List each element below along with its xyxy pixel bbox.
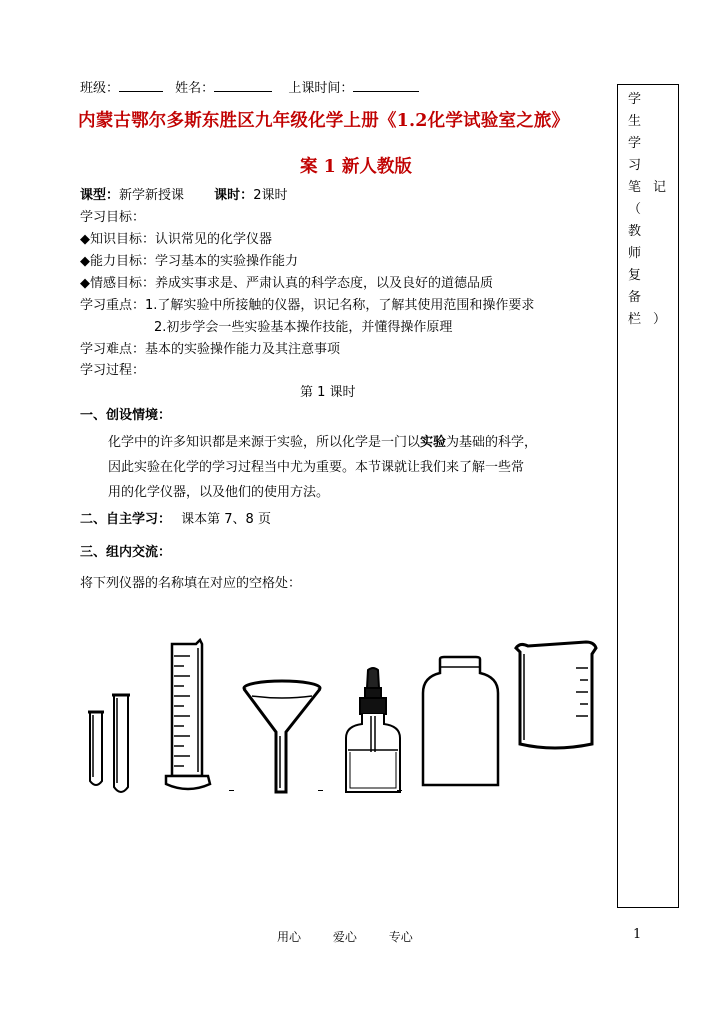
section1-line1: [108, 435, 537, 451]
key-point-item-1: 1.了解实验中所接触的仪器，识记名称，了解其使用范围和操作要求: [145, 298, 535, 313]
wide-mouth-bottle-icon: [420, 655, 502, 791]
title-line-1: 内蒙古鄂尔多斯东胜区九年级化学上册《1.2化学试验室之旅》: [78, 111, 570, 131]
side-notes-box: [617, 84, 679, 908]
hours-value: 2课时: [253, 188, 288, 203]
section3-heading: 三、组内交流：: [80, 545, 172, 560]
side-notes-label: 学 生 学 习 笔记 （ 教 师 复 备栏）: [628, 92, 679, 327]
section1-heading: 一、创设情境：: [80, 408, 172, 423]
footer-slogans: [277, 929, 413, 945]
answer-tick-1: [229, 790, 234, 791]
section1-line1-c: 为基础的科学，: [446, 435, 538, 450]
header-fields: [80, 79, 419, 97]
key-points-1: [80, 298, 534, 314]
hours-label: 课时：: [214, 188, 254, 203]
key-point-item-2: 2.初步学会一些实验基本操作技能，并懂得操作原理: [154, 320, 453, 335]
difficulty-text: 基本的实验操作能力及其注意事项: [145, 342, 341, 357]
difficulty-label: 学习难点：: [80, 342, 146, 357]
section2: [80, 512, 271, 528]
goal-knowledge: ◆知识目标：认识常见的化学仪器: [80, 232, 272, 247]
section3-instruction: 将下列仪器的名称填在对应的空格处：: [80, 576, 302, 591]
goal-emotion: ◆情感目标：养成实事求是、严肃认真的科学态度，以及良好的道德品质: [80, 276, 493, 291]
graduated-cylinder-icon: [164, 638, 214, 798]
section1-line1-a: 化学中的许多知识都是来源于实验，所以化学是一门以: [108, 435, 421, 450]
class-blank[interactable]: [119, 79, 163, 92]
section2-heading: 二、自主学习：: [80, 512, 172, 527]
section2-text: 课本第 7、8 页: [181, 512, 271, 527]
section1-emphasis: 实验: [420, 435, 447, 450]
section1-line2: 因此实验在化学的学习过程当中尤为重要。本节课就让我们来了解一些常: [108, 460, 525, 475]
time-label: 上课时间：: [288, 81, 354, 96]
name-label: 姓名：: [175, 81, 215, 96]
lesson-meta: [80, 188, 287, 204]
lesson-label: 第 1 课时: [300, 385, 356, 400]
footer-slogan-3: 专心: [388, 930, 413, 944]
time-blank[interactable]: [353, 79, 419, 92]
answer-tick-2: [318, 790, 323, 791]
difficulty: [80, 342, 340, 358]
footer-slogan-1: 用心: [277, 930, 302, 944]
key-points-label: 学习重点：: [80, 298, 146, 313]
class-label: 班级：: [80, 81, 120, 96]
type-value: 新学新授课: [119, 188, 185, 203]
section1-line3: 用的化学仪器，以及他们的使用方法。: [108, 485, 330, 500]
page-number: 1: [633, 927, 642, 942]
type-label: 课型：: [80, 188, 120, 203]
funnel-icon: [242, 680, 324, 800]
name-blank[interactable]: [214, 79, 272, 92]
goal-ability: ◆能力目标：学习基本的实验操作能力: [80, 254, 298, 269]
dropper-bottle-icon: [342, 668, 404, 800]
answer-tick-3: [397, 790, 402, 791]
process-label: 学习过程：: [80, 363, 146, 378]
footer-slogan-2: 爱心: [332, 930, 357, 944]
title-line-2: 案 1 新人教版: [300, 157, 412, 177]
beaker-icon: [514, 640, 600, 756]
goals-heading: 学习目标：: [80, 210, 146, 225]
test-tubes-icon: [84, 685, 134, 800]
